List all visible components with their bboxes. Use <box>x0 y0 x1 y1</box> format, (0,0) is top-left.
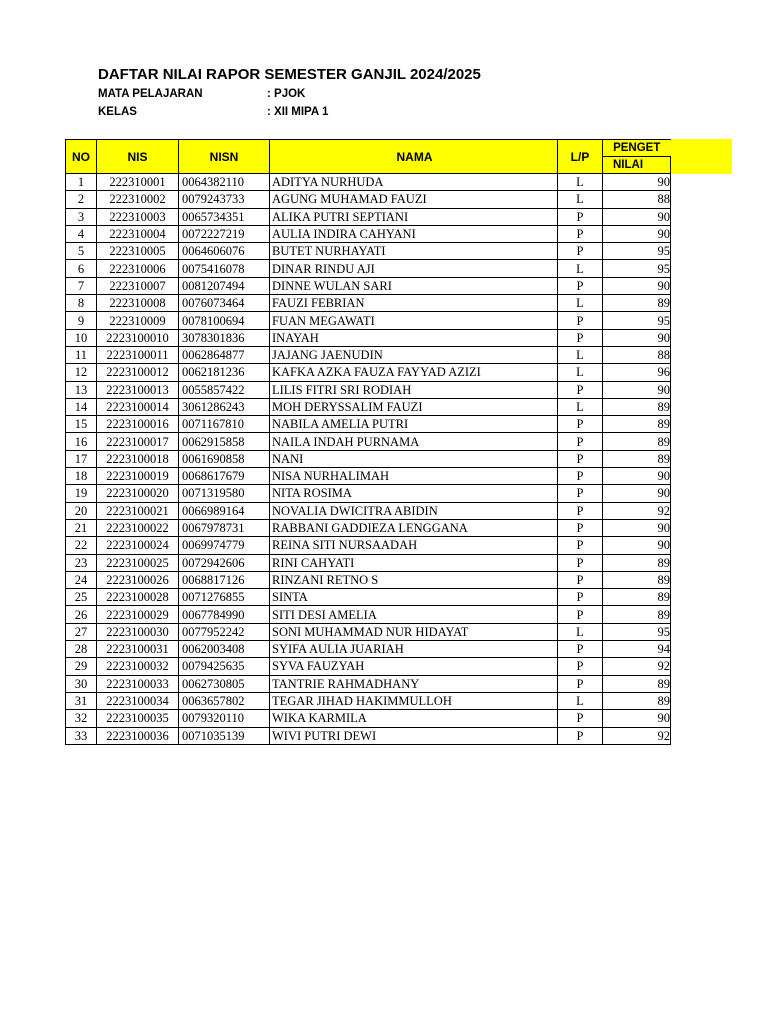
table-row <box>66 381 671 398</box>
cell-nama[interactable]: NOVALIA DWICITRA ABIDIN <box>270 502 558 519</box>
table-row <box>66 243 671 260</box>
meta-class <box>98 106 329 118</box>
cell-nama[interactable]: MOH DERYSSALIM FAUZI <box>270 398 558 415</box>
cell-nilai[interactable]: 89 <box>603 589 671 606</box>
cell-no[interactable]: 1 <box>66 174 97 191</box>
cell-nilai[interactable]: 94 <box>603 641 671 658</box>
cell-nama[interactable]: REINA SITI NURSAADAH <box>270 537 558 554</box>
cell-nis[interactable]: 222310003 <box>97 208 179 225</box>
cell-lp[interactable]: L <box>558 260 603 277</box>
cell-lp[interactable]: P <box>558 485 603 502</box>
cell-nilai[interactable]: 90 <box>603 485 671 502</box>
cell-nisn[interactable]: 0075416078 <box>179 260 270 277</box>
table-row <box>66 554 671 571</box>
cell-nilai[interactable]: 89 <box>603 692 671 709</box>
cell-no[interactable]: 20 <box>66 502 97 519</box>
cell-nilai[interactable]: 95 <box>603 243 671 260</box>
cell-nilai[interactable]: 90 <box>603 277 671 294</box>
cell-nilai[interactable]: 89 <box>603 606 671 623</box>
cell-nis[interactable]: 2223100031 <box>97 641 179 658</box>
column-header-nama[interactable]: NAMA <box>270 140 558 174</box>
column-header-nilai[interactable]: NILAI <box>603 157 671 174</box>
table-row <box>66 727 671 744</box>
cell-lp[interactable]: P <box>558 554 603 571</box>
table-row <box>66 346 671 363</box>
table-row <box>66 485 671 502</box>
table-row <box>66 208 671 225</box>
cell-no[interactable]: 18 <box>66 468 97 485</box>
cell-nisn[interactable]: 0062181236 <box>179 364 270 381</box>
cell-lp[interactable]: P <box>558 277 603 294</box>
cell-nama[interactable]: NISA NURHALIMAH <box>270 468 558 485</box>
cell-nisn[interactable]: 0079425635 <box>179 658 270 675</box>
cell-lp[interactable]: P <box>558 606 603 623</box>
cell-nisn[interactable]: 0062003408 <box>179 641 270 658</box>
cell-nisn[interactable]: 0061690858 <box>179 450 270 467</box>
cell-nilai[interactable]: 88 <box>603 346 671 363</box>
cell-no[interactable]: 5 <box>66 243 97 260</box>
cell-nisn[interactable]: 0079243733 <box>179 191 270 208</box>
cell-nama[interactable]: JAJANG JAENUDIN <box>270 346 558 363</box>
cell-nis[interactable]: 2223100018 <box>97 450 179 467</box>
cell-no[interactable]: 10 <box>66 329 97 346</box>
cell-nisn[interactable]: 0072942606 <box>179 554 270 571</box>
table-row <box>66 571 671 588</box>
cell-nama[interactable]: ADITYA NURHUDA <box>270 174 558 191</box>
cell-lp[interactable]: P <box>558 381 603 398</box>
cell-no[interactable]: 4 <box>66 225 97 242</box>
cell-no[interactable]: 11 <box>66 346 97 363</box>
cell-nis[interactable]: 2223100012 <box>97 364 179 381</box>
table-row <box>66 502 671 519</box>
cell-lp[interactable]: P <box>558 433 603 450</box>
cell-no[interactable]: 24 <box>66 571 97 588</box>
cell-nisn[interactable]: 0071319580 <box>179 485 270 502</box>
cell-nis[interactable]: 222310001 <box>97 174 179 191</box>
cell-nilai[interactable]: 95 <box>603 312 671 329</box>
cell-nilai[interactable]: 89 <box>603 571 671 588</box>
column-header-lp[interactable]: L/P <box>558 140 603 174</box>
cell-nisn[interactable]: 0068617679 <box>179 468 270 485</box>
cell-lp[interactable]: P <box>558 675 603 692</box>
cell-no[interactable]: 33 <box>66 727 97 744</box>
cell-nama[interactable]: SYIFA AULIA JUARIAH <box>270 641 558 658</box>
cell-nilai[interactable]: 89 <box>603 675 671 692</box>
cell-nama[interactable]: TANTRIE RAHMADHANY <box>270 675 558 692</box>
column-group-header[interactable]: PENGET <box>603 140 671 157</box>
cell-nisn[interactable]: 0062915858 <box>179 433 270 450</box>
cell-nis[interactable]: 2223100016 <box>97 416 179 433</box>
cell-nama[interactable]: FUAN MEGAWATI <box>270 312 558 329</box>
cell-lp[interactable]: P <box>558 519 603 536</box>
cell-nis[interactable]: 222310008 <box>97 295 179 312</box>
cell-no[interactable]: 22 <box>66 537 97 554</box>
cell-lp[interactable]: P <box>558 208 603 225</box>
table-row <box>66 277 671 294</box>
cell-no[interactable]: 27 <box>66 623 97 640</box>
cell-nisn[interactable]: 0063657802 <box>179 692 270 709</box>
cell-nilai[interactable]: 88 <box>603 191 671 208</box>
cell-nis[interactable]: 222310004 <box>97 225 179 242</box>
cell-nilai[interactable]: 90 <box>603 519 671 536</box>
cell-nis[interactable]: 222310006 <box>97 260 179 277</box>
table-row <box>66 364 671 381</box>
table-row <box>66 675 671 692</box>
table-row <box>66 468 671 485</box>
cell-nama[interactable]: SONI MUHAMMAD NUR HIDAYAT <box>270 623 558 640</box>
cell-nis[interactable]: 222310002 <box>97 191 179 208</box>
cell-nisn[interactable]: 0071035139 <box>179 727 270 744</box>
cell-nilai[interactable]: 90 <box>603 710 671 727</box>
cell-no[interactable]: 26 <box>66 606 97 623</box>
cell-lp[interactable]: P <box>558 225 603 242</box>
cell-no[interactable]: 25 <box>66 589 97 606</box>
cell-nis[interactable]: 2223100025 <box>97 554 179 571</box>
cell-lp[interactable]: L <box>558 295 603 312</box>
cell-nisn[interactable]: 0062864877 <box>179 346 270 363</box>
grades-table <box>65 139 671 745</box>
table-row <box>66 710 671 727</box>
cell-nis[interactable]: 2223100030 <box>97 623 179 640</box>
cell-nis[interactable]: 2223100011 <box>97 346 179 363</box>
cell-no[interactable]: 21 <box>66 519 97 536</box>
table-row <box>66 433 671 450</box>
cell-nama[interactable]: NABILA AMELIA PUTRI <box>270 416 558 433</box>
table-row <box>66 623 671 640</box>
cell-lp[interactable]: L <box>558 364 603 381</box>
table-row <box>66 641 671 658</box>
cell-nilai[interactable]: 89 <box>603 416 671 433</box>
cell-nis[interactable]: 2223100033 <box>97 675 179 692</box>
cell-nis[interactable]: 2223100026 <box>97 571 179 588</box>
cell-lp[interactable]: P <box>558 468 603 485</box>
cell-lp[interactable]: L <box>558 346 603 363</box>
cell-nis[interactable]: 2223100024 <box>97 537 179 554</box>
cell-lp[interactable]: P <box>558 710 603 727</box>
cell-nama[interactable]: LILIS FITRI SRI RODIAH <box>270 381 558 398</box>
cell-nis[interactable]: 222310005 <box>97 243 179 260</box>
cell-lp[interactable]: L <box>558 623 603 640</box>
cell-nis[interactable]: 2223100021 <box>97 502 179 519</box>
cell-nilai[interactable]: 89 <box>603 450 671 467</box>
cell-no[interactable]: 17 <box>66 450 97 467</box>
cell-nilai[interactable]: 89 <box>603 398 671 415</box>
cell-nisn[interactable]: 0062730805 <box>179 675 270 692</box>
cell-nisn[interactable]: 0067978731 <box>179 519 270 536</box>
cell-nisn[interactable]: 0064606076 <box>179 243 270 260</box>
table-row <box>66 191 671 208</box>
cell-nisn[interactable]: 0066989164 <box>179 502 270 519</box>
cell-no[interactable]: 16 <box>66 433 97 450</box>
cell-nama[interactable]: DINAR RINDU AJI <box>270 260 558 277</box>
cell-nilai[interactable]: 95 <box>603 260 671 277</box>
cell-nis[interactable]: 2223100035 <box>97 710 179 727</box>
cell-lp[interactable]: P <box>558 571 603 588</box>
cell-no[interactable]: 23 <box>66 554 97 571</box>
column-header-no[interactable]: NO <box>66 140 97 174</box>
table-row <box>66 312 671 329</box>
cell-nama[interactable]: DINNE WULAN SARI <box>270 277 558 294</box>
cell-nama[interactable]: NAILA INDAH PURNAMA <box>270 433 558 450</box>
cell-no[interactable]: 15 <box>66 416 97 433</box>
cell-no[interactable]: 29 <box>66 658 97 675</box>
cell-no[interactable]: 32 <box>66 710 97 727</box>
cell-nilai[interactable]: 92 <box>603 502 671 519</box>
cell-nisn[interactable]: 0072227219 <box>179 225 270 242</box>
cell-nis[interactable]: 2223100019 <box>97 468 179 485</box>
cell-lp[interactable]: L <box>558 692 603 709</box>
cell-lp[interactable]: L <box>558 398 603 415</box>
header-fill-extension <box>667 139 732 174</box>
table-row <box>66 537 671 554</box>
cell-nilai[interactable]: 90 <box>603 381 671 398</box>
cell-nisn[interactable]: 0071276855 <box>179 589 270 606</box>
cell-nilai[interactable]: 90 <box>603 174 671 191</box>
cell-nisn[interactable]: 0055857422 <box>179 381 270 398</box>
meta-label: KELAS <box>98 106 137 118</box>
cell-no[interactable]: 2 <box>66 191 97 208</box>
cell-nama[interactable]: INAYAH <box>270 329 558 346</box>
cell-nilai[interactable]: 89 <box>603 295 671 312</box>
cell-lp[interactable]: P <box>558 727 603 744</box>
cell-nama[interactable]: AGUNG MUHAMAD FAUZI <box>270 191 558 208</box>
cell-nama[interactable]: AULIA INDIRA CAHYANI <box>270 225 558 242</box>
cell-no[interactable]: 9 <box>66 312 97 329</box>
cell-lp[interactable]: L <box>558 191 603 208</box>
cell-nisn[interactable]: 0067784990 <box>179 606 270 623</box>
cell-no[interactable]: 12 <box>66 364 97 381</box>
cell-nilai[interactable]: 90 <box>603 329 671 346</box>
cell-nilai[interactable]: 89 <box>603 433 671 450</box>
cell-no[interactable]: 14 <box>66 398 97 415</box>
column-header-nis[interactable]: NIS <box>97 140 179 174</box>
column-header-nisn[interactable]: NISN <box>179 140 270 174</box>
cell-nilai[interactable]: 90 <box>603 537 671 554</box>
cell-nis[interactable]: 2223100014 <box>97 398 179 415</box>
cell-nama[interactable]: SITI DESI AMELIA <box>270 606 558 623</box>
cell-nisn[interactable]: 3061286243 <box>179 398 270 415</box>
meta-label: MATA PELAJARAN <box>98 88 203 100</box>
cell-no[interactable]: 8 <box>66 295 97 312</box>
cell-nis[interactable]: 2223100034 <box>97 692 179 709</box>
cell-no[interactable]: 31 <box>66 692 97 709</box>
cell-nilai[interactable]: 89 <box>603 554 671 571</box>
cell-nilai[interactable]: 90 <box>603 468 671 485</box>
cell-no[interactable]: 19 <box>66 485 97 502</box>
cell-lp[interactable]: L <box>558 174 603 191</box>
cell-nis[interactable]: 2223100028 <box>97 589 179 606</box>
cell-lp[interactable]: P <box>558 416 603 433</box>
cell-nama[interactable]: ALIKA PUTRI SEPTIANI <box>270 208 558 225</box>
cell-nis[interactable]: 2223100022 <box>97 519 179 536</box>
cell-lp[interactable]: P <box>558 312 603 329</box>
cell-nis[interactable]: 2223100010 <box>97 329 179 346</box>
table-row <box>66 260 671 277</box>
cell-nama[interactable]: WIVI PUTRI DEWI <box>270 727 558 744</box>
table-row <box>66 398 671 415</box>
cell-nilai[interactable]: 90 <box>603 208 671 225</box>
cell-nama[interactable]: NANI <box>270 450 558 467</box>
cell-no[interactable]: 30 <box>66 675 97 692</box>
cell-nilai[interactable]: 92 <box>603 727 671 744</box>
cell-no[interactable]: 28 <box>66 641 97 658</box>
cell-no[interactable]: 7 <box>66 277 97 294</box>
cell-nis[interactable]: 2223100032 <box>97 658 179 675</box>
cell-nis[interactable]: 2223100017 <box>97 433 179 450</box>
cell-nisn[interactable]: 0065734351 <box>179 208 270 225</box>
meta-subject <box>98 88 306 100</box>
cell-nisn[interactable]: 3078301836 <box>179 329 270 346</box>
cell-nilai[interactable]: 96 <box>603 364 671 381</box>
cell-nis[interactable]: 222310009 <box>97 312 179 329</box>
table-row <box>66 450 671 467</box>
cell-nisn[interactable]: 0069974779 <box>179 537 270 554</box>
meta-value: : PJOK <box>267 88 306 100</box>
cell-lp[interactable]: P <box>558 502 603 519</box>
table-row <box>66 295 671 312</box>
cell-nisn[interactable]: 0071167810 <box>179 416 270 433</box>
cell-lp[interactable]: P <box>558 329 603 346</box>
table-row <box>66 329 671 346</box>
cell-nisn[interactable]: 0081207494 <box>179 277 270 294</box>
meta-value: : XII MIPA 1 <box>267 106 329 118</box>
cell-lp[interactable]: P <box>558 450 603 467</box>
cell-nama[interactable]: BUTET NURHAYATI <box>270 243 558 260</box>
cell-nilai[interactable]: 92 <box>603 658 671 675</box>
cell-nisn[interactable]: 0076073464 <box>179 295 270 312</box>
cell-lp[interactable]: P <box>558 641 603 658</box>
cell-nama[interactable]: TEGAR JIHAD HAKIMMULLOH <box>270 692 558 709</box>
cell-nama[interactable]: RINI CAHYATI <box>270 554 558 571</box>
table-row <box>66 225 671 242</box>
cell-nisn[interactable]: 0079320110 <box>179 710 270 727</box>
cell-nama[interactable]: SINTA <box>270 589 558 606</box>
cell-nisn[interactable]: 0068817126 <box>179 571 270 588</box>
cell-nama[interactable]: RINZANI RETNO S <box>270 571 558 588</box>
cell-nama[interactable]: WIKA KARMILA <box>270 710 558 727</box>
cell-nilai[interactable]: 95 <box>603 623 671 640</box>
table-row <box>66 658 671 675</box>
cell-lp[interactable]: P <box>558 243 603 260</box>
cell-lp[interactable]: P <box>558 658 603 675</box>
table-row <box>66 174 671 191</box>
table-row <box>66 416 671 433</box>
cell-nisn[interactable]: 0078100694 <box>179 312 270 329</box>
cell-nis[interactable]: 2223100013 <box>97 381 179 398</box>
cell-nis[interactable]: 2223100029 <box>97 606 179 623</box>
cell-nilai[interactable]: 90 <box>603 225 671 242</box>
cell-no[interactable]: 6 <box>66 260 97 277</box>
cell-lp[interactable]: P <box>558 589 603 606</box>
cell-no[interactable]: 3 <box>66 208 97 225</box>
cell-nis[interactable]: 2223100020 <box>97 485 179 502</box>
page-title: DAFTAR NILAI RAPOR SEMESTER GANJIL 2024/2025 <box>98 66 481 83</box>
table-body <box>66 174 671 745</box>
cell-nama[interactable]: FAUZI FEBRIAN <box>270 295 558 312</box>
cell-nama[interactable]: RABBANI GADDIEZA LENGGANA <box>270 519 558 536</box>
cell-nis[interactable]: 222310007 <box>97 277 179 294</box>
cell-nama[interactable]: NITA ROSIMA <box>270 485 558 502</box>
table-row <box>66 606 671 623</box>
table-row <box>66 589 671 606</box>
table-row <box>66 519 671 536</box>
cell-nis[interactable]: 2223100036 <box>97 727 179 744</box>
cell-lp[interactable]: P <box>558 537 603 554</box>
cell-nisn[interactable]: 0064382110 <box>179 174 270 191</box>
table-row <box>66 692 671 709</box>
cell-nama[interactable]: KAFKA AZKA FAUZA FAYYAD AZIZI <box>270 364 558 381</box>
cell-nisn[interactable]: 0077952242 <box>179 623 270 640</box>
cell-nama[interactable]: SYVA FAUZYAH <box>270 658 558 675</box>
cell-no[interactable]: 13 <box>66 381 97 398</box>
